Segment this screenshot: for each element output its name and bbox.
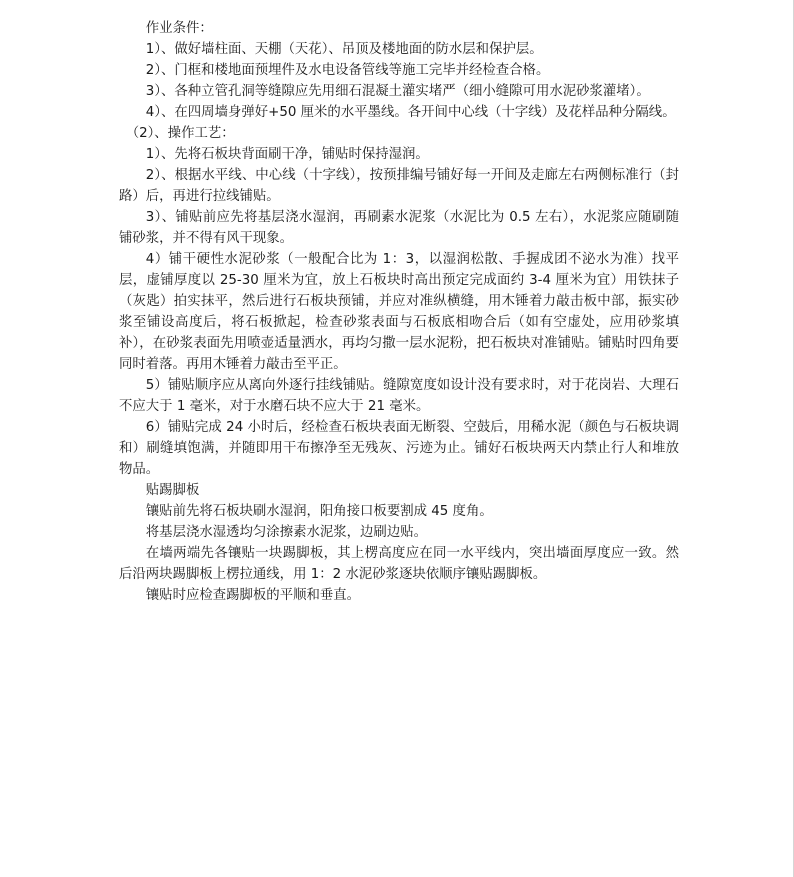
paragraph-step-5: 5）铺贴顺序应从离向外逐行挂线铺贴。缝隙宽度如设计没有要求时，对于花岗岩、大理石不应大于 1 毫米，对于水磨石块不应大于 21 毫米。: [119, 378, 679, 414]
paragraph-operation-process-heading: （2）、操作工艺：: [125, 126, 235, 141]
paragraph-condition-1: 1）、做好墙柱面、天棚（天花）、吊顶及楼地面的防水层和保护层。: [145, 42, 543, 57]
paragraph-step-3: 3）、铺贴前应先将基层浇水湿润，再刷素水泥浆（水泥比为 0.5 左右），水泥浆应随刷随铺砂浆，并不得有风干现象。: [119, 210, 679, 246]
paragraph-skirting-heading: 贴踢脚板: [145, 483, 200, 498]
paragraph-work-conditions-heading: 作业条件：: [145, 21, 213, 36]
paragraph-step-2: 2）、根据水平线、中心线（十字线），按预排编号铺好每一开间及走廊左右两侧标准行（封路）后，再进行拉线铺贴。: [119, 168, 679, 204]
document-body: [119, 18, 679, 606]
paragraph-condition-4: 4）、在四周墙身弹好+50 厘米的水平墨线。各开间中心线（十字线）及花样品种分隔线。: [145, 105, 676, 120]
paragraph-skirting-4: 镶贴时应检查踢脚板的平顺和垂直。: [145, 588, 361, 603]
paragraph-skirting-1: 镶贴前先将石板块刷水湿润，阳角接口板要割成 45 度角。: [145, 504, 493, 519]
paragraph-step-1: 1）、先将石板块背面刷干净，铺贴时保持湿润。: [145, 147, 429, 162]
paragraph-condition-3: 3）、各种立管孔洞等缝隙应先用细石混凝土灌实堵严（细小缝隙可用水泥砂浆灌堵）。: [145, 84, 650, 99]
paragraph-condition-2: 2）、门框和楼地面预埋件及水电设备管线等施工完毕并经检查合格。: [145, 63, 550, 78]
paragraph-step-4: 4）铺干硬性水泥砂浆（一般配合比为 1：3，以湿润松散、手握成团不泌水为准）找平层，虚铺厚度以 25-30 厘米为宜，放上石板块时高出预定完成面约 3-4 厘米为宜）用铁抹子（灰匙）拍实抹平，然后进行石板块预铺，并应对准纵横缝，用木锤着力敲击板中部，振实砂浆至铺设高度后，将石板掀起，检查砂浆表面与石板底相吻合后（如有空虚处，应用砂浆填补），在砂浆表面先用喷壶适量洒水，再均匀撒一层水泥粉，把石板块对准铺贴。铺贴时四角要同时着落。再用木锤着力敲击至平正。: [119, 252, 679, 372]
paragraph-skirting-3: 在墙两端先各镶贴一块踢脚板，其上楞高度应在同一水平线内，突出墙面厚度应一致。然后沿两块踢脚板上楞拉通线，用 1：2 水泥砂浆逐块依顺序镶贴踢脚板。: [119, 546, 679, 582]
paragraph-skirting-2: 将基层浇水湿透均匀涂擦素水泥浆，边刷边贴。: [145, 525, 427, 540]
paragraph-step-6: 6）铺贴完成 24 小时后，经检查石板块表面无断裂、空鼓后，用稀水泥（颜色与石板块调和）刷缝填饱满，并随即用干布擦净至无残灰、污迹为止。铺好石板块两天内禁止行人和堆放物品。: [119, 420, 679, 477]
